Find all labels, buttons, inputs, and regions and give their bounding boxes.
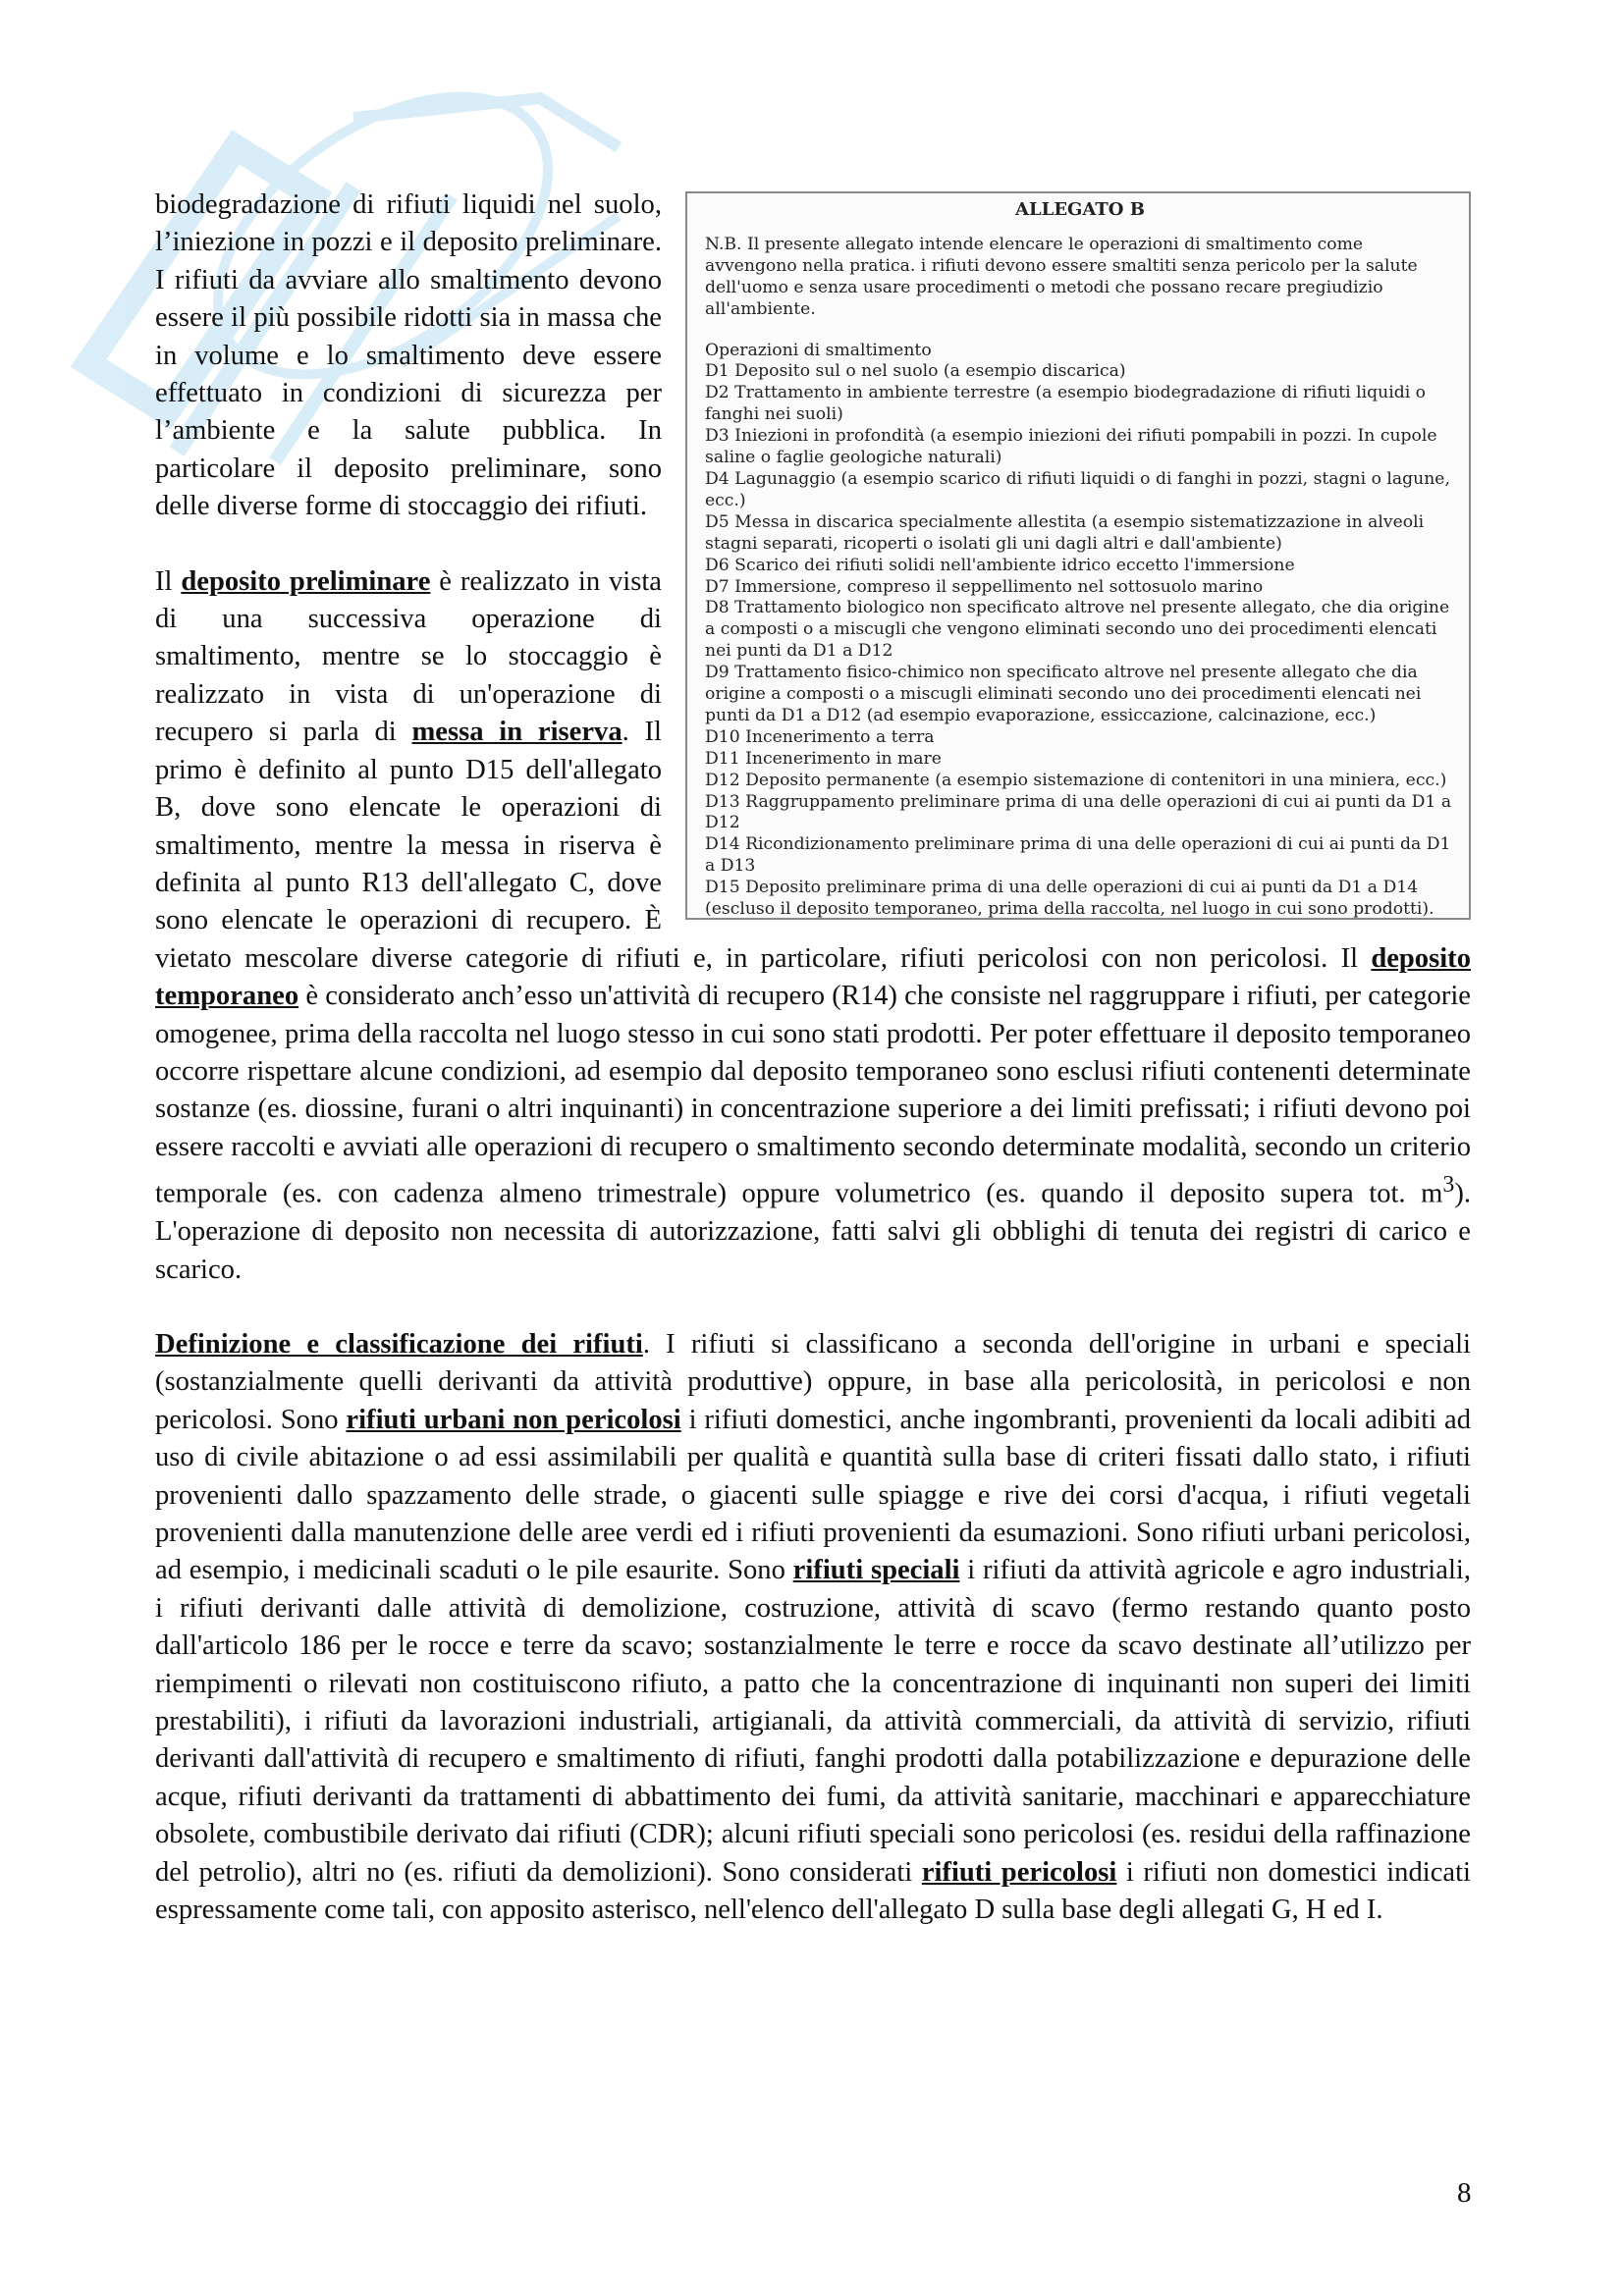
- text-span: i rifiuti domestici, anche ingombranti, provenienti da locali adibiti ad uso di civile abitazione o ad essi assimilabili per qualità e quantità sulla base di criteri fissati dallo stato, i rifiuti provenienti dallo spazzamento delle strade, o giacenti sulle spiagge e rive dei corsi d'acqua, i rifiuti vegetali provenienti dalla manutenzione delle aree verdi ed i rifiuti provenienti da esumazioni. Sono rifiuti urbani pericolosi, ad esempio, i medicinali scaduti o le pile esaurite. Sono: [155, 1404, 1471, 1586]
- list-item: D6 Scarico dei rifiuti solidi nell'ambiente idrico eccetto l'immersione: [705, 555, 1295, 575]
- term-rifiuti-urbani-non-pericolosi: rifiuti urbani non pericolosi: [346, 1404, 681, 1435]
- figure-heading: Operazioni di smaltimento: [705, 340, 932, 360]
- page-content: [155, 187, 1471, 1929]
- figure-title: ALLEGATO B: [1015, 199, 1145, 220]
- text-span: ). L'operazione di deposito non necessita di autorizzazione, fatti salvi gli obblighi di tenuta dei registri di carico e scarico.: [155, 1178, 1471, 1285]
- term-deposito-preliminare: deposito preliminare: [181, 565, 431, 597]
- term-rifiuti-speciali: rifiuti speciali: [792, 1555, 960, 1586]
- list-item: D14 Ricondizionamento preliminare prima di una delle operazioni di cui ai punti da D1 a D13: [705, 834, 1451, 877]
- paragraph-1: biodegradazione di rifiuti liquidi nel suolo, l’iniezione in pozzi e il deposito preliminare. I rifiuti da avviare allo smaltimento devono essere il più possibile ridotti sia in massa che in volume e lo smaltimento deve essere effettuato in condizioni di sicurezza per l’ambiente e la salute pubblica. In particolare il deposito preliminare, sono delle diverse forme di stoccaggio dei rifiuti.: [155, 189, 662, 522]
- text-span: Il: [155, 565, 182, 597]
- list-item: D3 Iniezioni in profondità (a esempio iniezioni dei rifiuti pompabili in pozzi. In cupole saline o faglie geologiche naturali): [705, 426, 1437, 468]
- list-item: D13 Raggruppamento preliminare prima di una delle operazioni di cui ai punti da D1 a D12: [705, 791, 1452, 833]
- list-item: D1 Deposito sul o nel suolo (a esempio discarica): [705, 361, 1126, 382]
- page-number: 8: [1457, 2177, 1472, 2209]
- term-messa-in-riserva: messa in riserva: [411, 717, 622, 748]
- list-item: D7 Immersione, compreso il seppellimento nel sottosuolo marino: [705, 576, 1264, 597]
- allegato-b-figure: [685, 191, 1471, 920]
- text-span: è realizzato in vista di una successiva operazione di smaltimento, mentre se lo stoccaggio è realizzato in vista di un'operazione di recupero si parla di: [155, 565, 662, 748]
- text-span: è considerato anch’esso un'attività di recupero (R14) che consiste nel raggruppare i rifiuti, per categorie omogenee, prima della raccolta nel luogo stesso in cui sono stati prodotti. Per poter effettuare il deposito temporaneo occorre rispettare alcune condizioni, ad esempio dal deposito temporaneo sono esclusi rifiuti contenenti determinate sostanze (es. diossine, furani o altri inquinanti) in concentrazione superiore a dei limiti prefissati; i rifiuti devono poi essere raccolti e avviati alle operazioni di recupero o smaltimento secondo determinate modalità, secondo un criterio temporale (es. con cadenza almeno trimestrale) oppure volumetrico (es. quando il deposito supera tot. m: [155, 981, 1471, 1209]
- list-item: D9 Trattamento fisico-chimico non specificato altrove nel presente allegato che dia origine a composti o a miscugli eliminati secondo uno dei procedimenti elencati nei punti da D1 a D12 (ad esempio evaporazione, essiccazione, calcinazione, ecc.): [705, 663, 1422, 725]
- list-item: D4 Lagunaggio (a esempio scarico di rifiuti liquidi o di fanghi in pozzi, stagni o lagune, ecc.): [705, 468, 1450, 510]
- term-rifiuti-pericolosi: rifiuti pericolosi: [921, 1856, 1117, 1888]
- list-item: D8 Trattamento biologico non specificato altrove nel presente allegato, che dia origine a composti o a miscugli che vengono eliminati secondo uno dei procedimenti elencati nei punti da D1 a D12: [705, 598, 1450, 662]
- list-item: D5 Messa in discarica specialmente allestita (a esempio sistematizzazione in alveoli stagni separati, ricoperti o isolati gli uni dagli altri e dall'ambiente): [705, 511, 1425, 554]
- list-item: D10 Incenerimento a terra: [705, 726, 935, 747]
- term-deposito-temporaneo: deposito temporaneo: [155, 942, 1471, 1012]
- figure-note: N.B. Il presente allegato intende elencare le operazioni di smaltimento come avvengono nella pratica. i rifiuti devono essere smaltiti senza pericolo per la salute dell'uomo e senza usare procedimenti o metodi che possano recare pregiudizio all'ambiente.: [705, 234, 1418, 319]
- disposal-operations-list: [705, 361, 1455, 920]
- superscript: 3: [1442, 1172, 1455, 1199]
- paragraph-3: [155, 1326, 1471, 1930]
- section-heading: Definizione e classificazione dei rifiuti: [155, 1328, 643, 1360]
- text-span: . Il primo è definito al punto D15 dell'allegato B, dove sono elencate le operazioni di smaltimento, mentre la messa in riserva è definita al punto R13 dell'allegato C, dove sono elencate le operazioni di recupero. È vietato mescolare diverse categorie di rifiuti e, in particolare, rifiuti pericolosi con non pericolosi. Il: [155, 717, 1372, 974]
- list-item: D15 Deposito preliminare prima di una delle operazioni di cui ai punti da D1 a D14 (escluso il deposito temporaneo, prima della raccolta, nel luogo in cui sono prodotti).: [705, 878, 1434, 920]
- list-item: D12 Deposito permanente (a esempio sistemazione di contenitori in una miniera, ecc.): [705, 770, 1447, 790]
- text-span: i rifiuti non domestici indicati espressamente come tali, con apposito asterisco, nell'elenco dell'allegato D sulla base degli allegati G, H ed I.: [155, 1856, 1471, 1925]
- list-item: D11 Incenerimento in mare: [705, 748, 942, 769]
- list-item: D2 Trattamento in ambiente terrestre (a esempio biodegradazione di rifiuti liquidi o fanghi nei suoli): [705, 383, 1427, 425]
- text-span: . I rifiuti si classificano a seconda dell'origine in urbani e speciali (sostanzialmente quelli derivanti da attività produttive) oppure, in base alla pericolosità, in pericolosi e non pericolosi. Sono: [155, 1328, 1471, 1435]
- text-span: i rifiuti da attività agricole e agro industriali, i rifiuti derivanti dalle attività di demolizione, costruzione, attività di scavo (fermo restando quanto posto dall'articolo 186 per le rocce e terre da scavo; sostanzialmente le terre e rocce da scavo destinate all’utilizzo per riempimenti o rilevati non costituiscono rifiuto, a patto che la concentrazione di inquinanti non superi dei limiti prestabiliti), i rifiuti da lavorazioni industriali, artigianali, da attività commerciali, da attività di servizio, rifiuti derivanti dall'attività di recupero e smaltimento di rifiuti, fanghi prodotti dalla potabilizzazione e depurazione delle acque, rifiuti derivanti da trattamenti di abbattimento dei fumi, da attività sanitarie, macchinari e apparecchiature obsolete, combustibile derivato dai rifiuti (CDR); alcuni rifiuti speciali sono pericolosi (es. residui della raffinazione del petrolio), altri no (es. rifiuti da demolizioni). Sono considerati: [155, 1555, 1471, 1888]
